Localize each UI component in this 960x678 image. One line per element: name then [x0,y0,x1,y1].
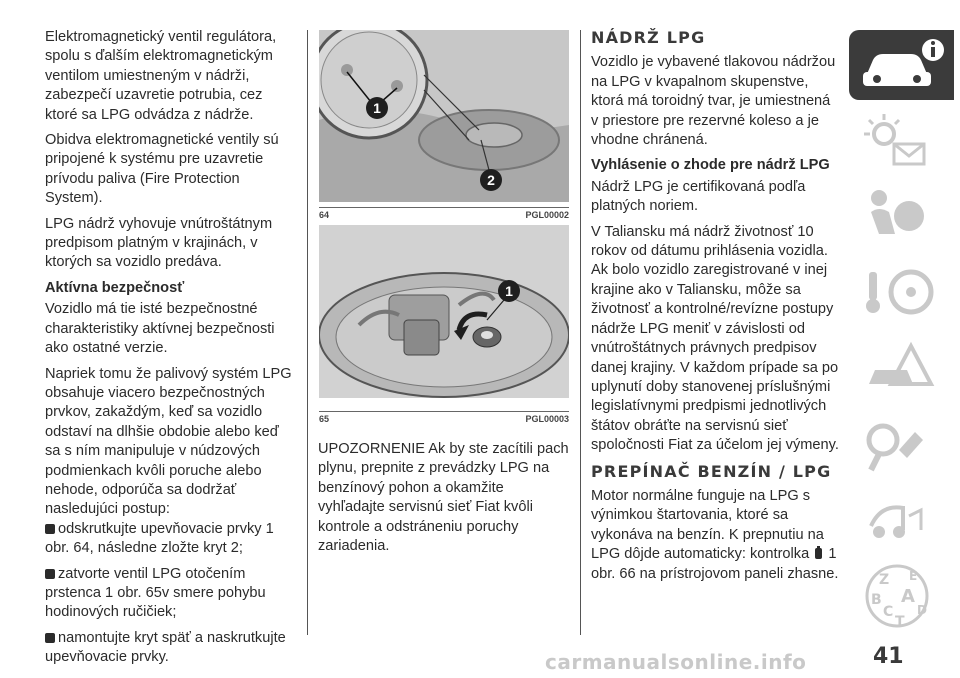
svg-text:Z: Z [879,572,890,588]
paragraph-text: 1 obr. 66 na prístrojovom paneli zhasne. [591,546,839,582]
bullet-text: odskrutkujte upevňovacie prvky 1 obr. 64, následne zložte kryt 2; [45,520,274,557]
page-number: 41 [873,644,904,669]
maintenance-icon [849,410,954,480]
figure-code: PGL00002 [525,210,569,220]
bullet-item [45,629,297,668]
paragraph: Napriek tomu že palivový systém LPG obsahuje viacero bezpečnostných prvkov, zakaždým, keď sa vozidlo odstaví na dlhšie obdobie alebo keď sa s ním manipuluje v núdzových podmienkach kvôli poruche alebo nehode, odporúča sa dodržať nasledujúci postup: [45,365,292,518]
paragraph: Elektromagnetický ventil regulátora, spolu s ďalším elektromagnetickým ventilom umiestneným v nádrži, zabezpečí uzavretie potrubia, cez ktoré sa LPG odvádza z nádrže. [45,29,277,123]
figure-64-image [319,30,569,202]
callout-label: 2 [487,172,495,188]
svg-text:C: C [883,604,894,620]
emergency-icon [849,334,954,404]
paragraph: Vozidlo je vybavené tlakovou nádržou na LPG v kvapalnom skupenstve, ktorá má toroidný tvar, je umiestnená v priestore pre rezervné koleso a je vhodne chránená. [591,54,836,149]
tab-multimedia[interactable] [849,486,954,556]
watermark: carmanualsonline.info [545,650,807,674]
subheading-declaration: Vyhlásenie o zhode pre nádrž LPG [591,157,830,174]
bullet-icon [45,569,55,579]
column-divider [580,30,581,635]
paragraph-text: Motor normálne funguje na LPG s výnimkou štartovania, ktoré sa vykonáva na benzín. K prepnutiu na LPG dôjde automaticky: kontrolka [591,487,824,563]
warning-paragraph: UPOZORNENIE Ak by ste zacítili pach plynu, prepnite z prevádzky LPG na benzínový pohon a okamžite vyhľadajte servisnú sieť Fiat kvôli kontrole a odstráneniu poruchy zariadenia. [318,441,569,555]
section-title-switch: PREPÍNAČ BENZÍN / LPG [591,461,832,481]
svg-text:A: A [901,586,915,607]
multimedia-icon [849,486,954,556]
car-info-icon [849,30,954,100]
tab-index[interactable] [849,562,954,632]
warning-lights-icon [849,106,954,176]
paragraph: Obidva elektromagnetické ventily sú pripojené k systému pre uzavretie prívodu paliva (Fire Protection System). [45,132,279,207]
bullet-icon [45,633,55,643]
svg-text:T: T [895,614,905,630]
figure-65-image [319,225,569,398]
svg-text:B: B [871,592,882,608]
figure-number: 65 [319,414,330,424]
center-column-text [318,440,570,562]
tab-maintenance[interactable] [849,410,954,480]
lpg-valve-illustration [319,225,569,398]
column-divider [307,30,308,635]
figure-code: PGL00003 [525,414,569,424]
figure-64-caption [319,207,569,220]
callout-label: 1 [373,100,381,116]
airbag-icon [849,182,954,252]
section-title-lpg-tank: NÁDRŽ LPG [591,28,706,47]
tab-starting-driving[interactable] [849,258,954,328]
bullet-text: zatvorte ventil LPG otočením prstenca 1 obr. 65v smere pohybu hodinových ručičiek; [45,565,266,621]
bullet-item [45,520,297,559]
figure-65-caption [319,411,569,424]
lpg-warning-light-icon [814,546,823,560]
callout-label: 1 [505,283,513,299]
figure-number: 64 [319,210,330,220]
subheading-active-safety: Aktívna bezpečnosť [45,279,185,296]
tab-knowing-vehicle[interactable] [849,30,954,100]
paragraph: Nádrž LPG je certifikovaná podľa platných noriem. [591,178,806,215]
steering-key-icon [849,258,954,328]
bullet-text: namontujte kryt späť a naskrutkujte upevňovacie prvky. [45,629,286,666]
tab-emergency[interactable] [849,334,954,404]
right-column [591,28,841,590]
lpg-tank-cover-illustration [319,30,569,202]
left-column [45,28,297,674]
paragraph: V Taliansku má nádrž životnosť 10 rokov od dátumu prihlásenia vozidla. Ak bolo vozidlo zaregistrované v inej krajine ako v Taliansku, môže sa životnosť a kontrolné/revízne postupy nádrže LPG meniť v závislosti od vnútroštátnych právnych predpisov danej krajiny. V každom prípade sa po uplynutí doby stanovenej príslušnými legislatívnymi predpismi jednotlivých štátov obráťte na servisnú sieť spoločnosti Fiat za účelom jej výmeny. [591,223,839,454]
bullet-item [45,565,297,623]
paragraph: LPG nádrž vyhovuje vnútroštátnym predpisom platným v krajinách, v ktorých sa vozidlo predáva. [45,215,273,271]
paragraph [591,487,841,584]
svg-text:E: E [909,569,918,583]
svg-text:D: D [917,603,927,617]
tab-safety[interactable] [849,182,954,252]
index-letters-icon [849,562,954,632]
bullet-icon [45,524,55,534]
paragraph: Vozidlo má tie isté bezpečnostné charakteristiky aktívnej bezpečnosti ako ostatné verzie. [45,301,275,357]
tab-warning-lights[interactable] [849,106,954,176]
